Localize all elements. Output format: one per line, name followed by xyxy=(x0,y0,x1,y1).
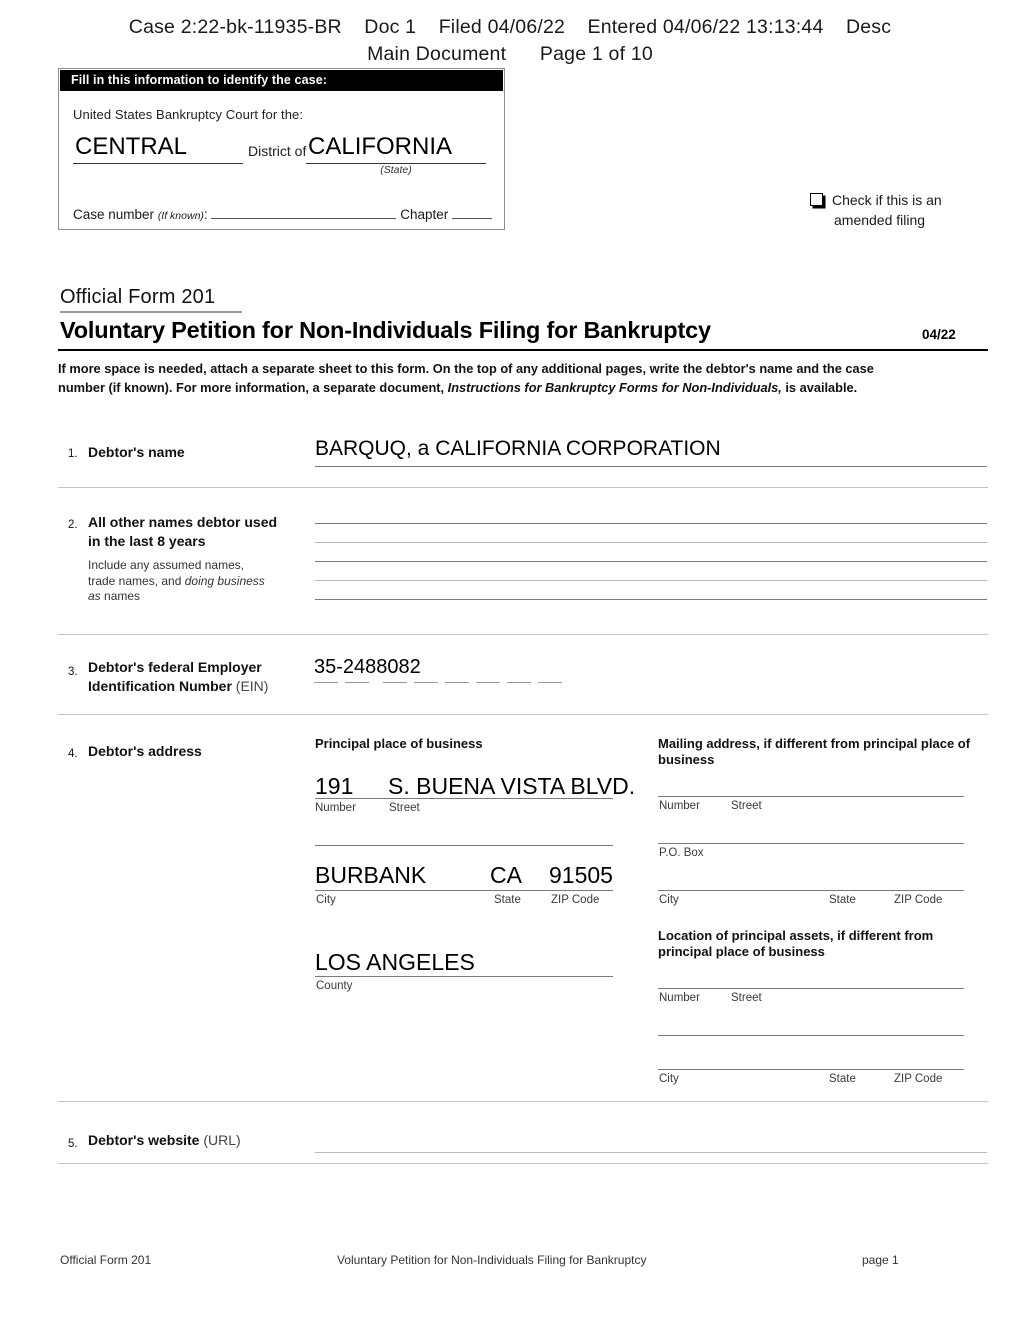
divider-after-item-5 xyxy=(58,1163,988,1164)
page-title: Voluntary Petition for Non-Individuals Filing for Bankruptcy xyxy=(60,317,711,343)
amended-filing-checkbox[interactable] xyxy=(810,193,823,206)
case-number-label: Case number xyxy=(73,207,155,222)
assets-heading-line2: principal place of business xyxy=(658,944,825,959)
other-names-line-5[interactable] xyxy=(315,599,987,600)
principal-city-caption: City xyxy=(316,894,336,906)
debtor-name-value[interactable]: BARQUQ, a CALIFORNIA CORPORATION xyxy=(315,437,721,460)
debtor-name-line[interactable] xyxy=(315,466,987,467)
principal-place-heading: Principal place of business xyxy=(315,736,483,751)
ein-blank-4[interactable] xyxy=(414,682,438,683)
mailing-heading-line1: Mailing address, if different from principal place xyxy=(658,736,955,751)
item-3-label-line2a: Identification Number xyxy=(88,677,236,694)
assets-street-line-2[interactable] xyxy=(658,1035,964,1036)
district-row xyxy=(73,133,491,176)
case-box-body xyxy=(59,91,504,230)
ein-blank-3[interactable] xyxy=(383,682,407,683)
item-2-label-line2: in the last 8 years xyxy=(88,532,206,549)
principal-state-caption: State xyxy=(494,894,521,906)
principal-city-value[interactable]: BURBANK xyxy=(315,862,427,888)
item-1-number: 1. xyxy=(68,448,78,460)
mailing-zip-caption: ZIP Code xyxy=(894,894,943,906)
other-names-line-1[interactable] xyxy=(315,523,987,524)
principal-street-line[interactable] xyxy=(315,798,613,799)
item-2-sub-line1: Include any assumed names, xyxy=(88,558,245,572)
item-2-label xyxy=(88,513,303,550)
principal-street-caption: Street xyxy=(389,802,420,814)
amended-filing-group[interactable] xyxy=(810,190,1000,230)
item-2-label-line1: All other names debtor used xyxy=(88,514,278,530)
assets-street-line[interactable] xyxy=(658,988,964,989)
ein-value[interactable]: 35-2488082 xyxy=(314,656,421,678)
footer-form-number: Official Form 201 xyxy=(60,1253,152,1267)
instructions-line-2a: number (if known). For more information, a separate document, xyxy=(58,379,448,395)
item-1-label: Debtor's name xyxy=(88,444,185,460)
ein-blank-7[interactable] xyxy=(507,682,531,683)
case-box-title: Fill in this information to identify the case: xyxy=(60,70,503,91)
case-number-row xyxy=(73,206,493,222)
state-caption: (State) xyxy=(380,164,412,176)
item-4-number: 4. xyxy=(68,748,78,760)
case-number-colon: : xyxy=(203,207,208,222)
district-field[interactable]: CENTRAL xyxy=(73,133,243,164)
title-divider xyxy=(58,349,988,351)
principal-street-value[interactable]: S. BUENA VISTA BLVD. xyxy=(388,773,636,799)
divider-after-item-2 xyxy=(58,634,988,635)
other-names-line-3[interactable] xyxy=(315,561,987,562)
mailing-street-line[interactable] xyxy=(658,796,964,797)
principal-number-caption: Number xyxy=(315,802,356,814)
assets-city-caption: City xyxy=(659,1073,679,1085)
principal-zip-caption: ZIP Code xyxy=(551,894,600,906)
mailing-heading-line2: of business xyxy=(658,736,971,767)
instructions-line-1: If more space is needed, attach a separate sheet to this form. On the top of any additional pages, write the debtor's name and the case xyxy=(58,361,874,376)
mailing-pobox-line[interactable] xyxy=(658,843,964,844)
item-5-label-url: (URL) xyxy=(203,1132,241,1148)
assets-heading-line1: Location of principal assets, if different from xyxy=(658,928,934,943)
assets-city-line[interactable] xyxy=(658,1069,964,1070)
case-number-if-known: (If known) xyxy=(157,210,204,222)
district-of-label: District of xyxy=(248,143,307,159)
assets-state-caption: State xyxy=(829,1073,856,1085)
mailing-city-line[interactable] xyxy=(658,890,964,891)
mailing-state-caption: State xyxy=(829,894,856,906)
item-2-sublabel xyxy=(88,558,308,605)
assets-zip-caption: ZIP Code xyxy=(894,1073,943,1085)
item-3-label-line1: Debtor's federal Employer xyxy=(88,659,262,675)
case-number-field[interactable] xyxy=(211,206,396,219)
form-instructions xyxy=(58,360,918,397)
footer-page-number: page 1 xyxy=(862,1253,899,1267)
amended-filing-label-line2: amended filing xyxy=(834,212,926,228)
item-3-label-ein: (EIN) xyxy=(235,677,269,694)
amended-filing-label-line1: Check if this is an xyxy=(832,192,942,208)
form-revision-date: 04/22 xyxy=(922,327,956,342)
principal-zip-value[interactable]: 91505 xyxy=(549,862,613,888)
instructions-line-2b: is available. xyxy=(781,379,858,395)
official-form-number: Official Form 201 xyxy=(60,286,216,308)
principal-number-value[interactable]: 191 xyxy=(315,773,354,799)
ein-blank-5[interactable] xyxy=(445,682,469,683)
item-5-number: 5. xyxy=(68,1138,78,1150)
case-identification-box xyxy=(58,68,505,230)
mailing-street-caption: Street xyxy=(731,800,762,812)
principal-county-caption: County xyxy=(316,980,353,992)
mailing-city-caption: City xyxy=(659,894,679,906)
item-3-label xyxy=(88,658,303,695)
ecf-stamp-line-2: Main Document Page 1 of 10 xyxy=(367,43,653,65)
item-4-label: Debtor's address xyxy=(88,743,202,759)
item-5-label-bold: Debtor's website xyxy=(88,1132,204,1148)
debtor-website-line[interactable] xyxy=(315,1152,987,1153)
footer-form-title: Voluntary Petition for Non-Individuals Filing for Bankruptcy xyxy=(337,1253,647,1267)
item-5-label xyxy=(88,1131,241,1150)
mailing-pobox-caption: P.O. Box xyxy=(659,847,704,859)
official-form-underline xyxy=(60,311,242,313)
item-2-sub-line2a: trade names, and xyxy=(88,573,185,588)
principal-city-line[interactable] xyxy=(315,890,613,891)
ecf-case-stamp xyxy=(0,14,1020,68)
chapter-field[interactable] xyxy=(452,206,492,219)
ein-blank-8[interactable] xyxy=(538,682,562,683)
principal-county-value[interactable]: LOS ANGELES xyxy=(315,949,475,975)
assets-number-caption: Number xyxy=(659,992,700,1004)
ecf-stamp-line-1: Case 2:22-bk-11935-BR Doc 1 Filed 04/06/22 Entered 04/06/22 13:13:44 Desc xyxy=(128,16,892,38)
principal-assets-heading xyxy=(658,928,978,960)
assets-street-caption: Street xyxy=(731,992,762,1004)
mailing-number-caption: Number xyxy=(659,800,700,812)
divider-after-item-4 xyxy=(58,1101,988,1102)
principal-state-value[interactable]: CA xyxy=(490,862,522,888)
state-field[interactable]: CALIFORNIA xyxy=(306,133,486,164)
divider-after-item-3 xyxy=(58,714,988,715)
item-2-sub-line2-italic: doing business xyxy=(184,573,265,588)
other-names-line-2[interactable] xyxy=(315,542,987,543)
item-2-number: 2. xyxy=(68,519,78,531)
ein-blank-1[interactable] xyxy=(314,682,338,683)
item-2-sub-line3-italic: as xyxy=(88,589,101,603)
ein-blank-2[interactable] xyxy=(345,682,369,683)
item-2-sub-line3b: names xyxy=(100,589,141,603)
principal-street-line-2[interactable] xyxy=(315,845,613,846)
item-3-number: 3. xyxy=(68,666,78,678)
principal-county-line[interactable] xyxy=(315,976,613,977)
other-names-line-4[interactable] xyxy=(315,580,987,581)
chapter-label: Chapter xyxy=(400,207,449,222)
ein-blank-6[interactable] xyxy=(476,682,500,683)
court-label: United States Bankruptcy Court for the: xyxy=(73,107,304,122)
mailing-address-heading xyxy=(658,736,978,768)
divider-after-item-1 xyxy=(58,487,988,488)
instructions-line-2-italic: Instructions for Bankruptcy Forms for Non-Individuals, xyxy=(447,379,782,395)
